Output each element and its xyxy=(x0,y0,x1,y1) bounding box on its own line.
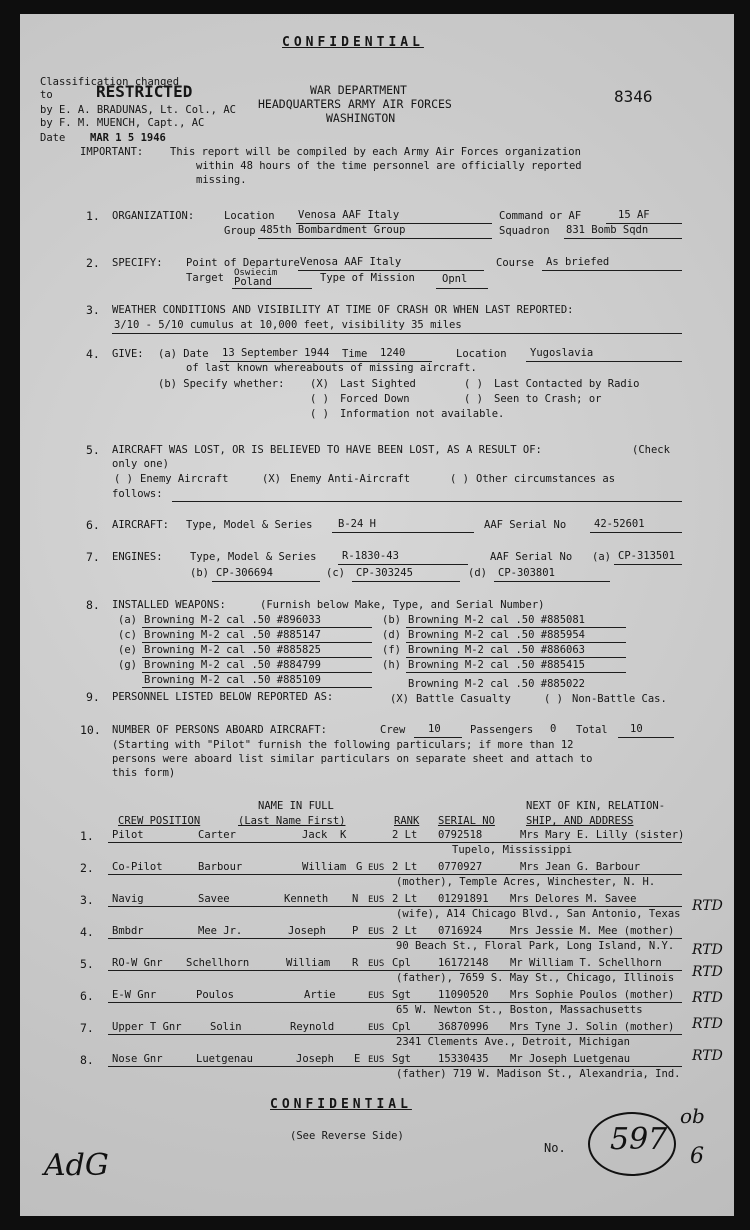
classification-by-1: by E. A. BRADUNAS, Lt. Col., AC xyxy=(40,104,236,116)
s1-squadron-label: Squadron xyxy=(499,225,550,237)
crew-status: EUS xyxy=(368,1055,385,1065)
weapon-value: Browning M-2 cal .50 #884799 xyxy=(144,659,322,671)
s4-date: 13 September 1944 xyxy=(222,347,330,359)
crew-kin-2: 65 W. Newton St., Boston, Massachusetts xyxy=(396,1004,643,1016)
s10-passengers-label: Passengers xyxy=(470,724,534,736)
see-reverse: (See Reverse Side) xyxy=(290,1130,404,1142)
weapon-line xyxy=(142,657,372,658)
s7-b: CP-306694 xyxy=(216,567,273,579)
s4-opt3: Forced Down xyxy=(340,393,410,405)
crew-kin-1: Mrs Sophie Poulos (mother) xyxy=(510,989,675,1001)
s2-departure-label: Point of Departure xyxy=(186,257,300,269)
s2-target-line xyxy=(232,288,312,289)
s10-text-3: this form) xyxy=(112,767,176,779)
s7-num: 7. xyxy=(86,550,100,564)
s4-opt1-box: (X) xyxy=(310,378,329,390)
crew-row-num: 3. xyxy=(80,893,94,907)
s4-a2: of last known whereabouts of missing aircraft. xyxy=(186,362,477,374)
crew-note: RTD xyxy=(692,1048,723,1064)
crew-first-name: Artie xyxy=(304,989,336,1001)
s6-serial-label: AAF Serial No xyxy=(484,519,567,531)
s9-opt1-box: (X) xyxy=(390,693,409,705)
s2-mission: Opnl xyxy=(442,273,468,285)
weapon-line xyxy=(142,642,372,643)
s4-opt5: Information not available. xyxy=(340,408,505,420)
hdr-name-2: (Last Name First) xyxy=(238,815,346,827)
weapon-key: (b) xyxy=(382,614,401,626)
s8-note: (Furnish below Make, Type, and Serial Number) xyxy=(260,599,545,611)
s1-group: 485th Bombardment Group xyxy=(260,224,406,236)
weapon-value: Browning M-2 cal .50 #885109 xyxy=(144,674,322,686)
s1-location: Venosa AAF Italy xyxy=(298,209,400,221)
classification-to-label: to xyxy=(40,89,53,101)
crew-row-num: 8. xyxy=(80,1053,94,1067)
s5-opt3: Other circumstances as xyxy=(476,473,616,485)
s4-time-label: Time xyxy=(342,348,368,360)
s7-type-label: Type, Model & Series xyxy=(190,551,317,563)
hdr-kin-1: NEXT OF KIN, RELATION- xyxy=(526,800,666,812)
crew-row-num: 5. xyxy=(80,957,94,971)
s4-location-label: Location xyxy=(456,348,507,360)
s8-label: INSTALLED WEAPONS: xyxy=(112,599,226,611)
classification-date-label: Date xyxy=(40,132,66,144)
crew-last-name: Mee Jr. xyxy=(198,925,243,937)
weapon-line xyxy=(406,627,626,628)
weapon-value: Browning M-2 cal .50 #886063 xyxy=(408,644,586,656)
s9-opt2: Non-Battle Cas. xyxy=(572,693,667,705)
s4-location: Yugoslavia xyxy=(530,347,594,359)
important-text-2: within 48 hours of the time personnel are officially reported xyxy=(196,160,582,172)
classification-bottom: CONFIDENTIAL xyxy=(270,1097,412,1112)
number-label: No. xyxy=(544,1141,566,1155)
crew-kin-1: Mrs Delores M. Savee xyxy=(510,893,637,905)
s7-type: R-1830-43 xyxy=(342,550,399,562)
crew-middle-initial: P xyxy=(352,925,359,937)
s4-num: 4. xyxy=(86,347,100,361)
crew-serial: 36870996 xyxy=(438,1021,489,1033)
crew-kin-2: (father), 7659 S. May St., Chicago, Illinois xyxy=(396,972,675,984)
s2-mission-label: Type of Mission xyxy=(320,272,415,284)
s2-departure: Venosa AAF Italy xyxy=(300,256,402,268)
crew-kin-2: (wife), A14 Chicago Blvd., San Antonio, Texas xyxy=(396,908,681,920)
weapon-key: (d) xyxy=(382,629,401,641)
s7-b-label: (b) xyxy=(190,567,209,579)
s10-label: NUMBER OF PERSONS ABOARD AIRCRAFT: xyxy=(112,724,327,736)
crew-row-line xyxy=(108,1034,682,1035)
s4-label: GIVE: xyxy=(112,348,144,360)
weapon-key: (e) xyxy=(118,644,137,656)
s3-line xyxy=(112,333,682,334)
weapon-key: (h) xyxy=(382,659,401,671)
s9-opt1: Battle Casualty xyxy=(416,693,511,705)
s7-label: ENGINES: xyxy=(112,551,163,563)
s10-total-line xyxy=(618,737,674,738)
s7-a-line xyxy=(614,564,682,565)
crew-last-name: Poulos xyxy=(196,989,234,1001)
s7-serial-label: AAF Serial No xyxy=(490,551,573,563)
s7-c-label: (c) xyxy=(326,567,345,579)
s2-label: SPECIFY: xyxy=(112,257,163,269)
crew-note: RTD xyxy=(692,1016,723,1032)
s4-b-label: (b) Specify whether: xyxy=(158,378,285,390)
s9-num: 9. xyxy=(86,690,100,704)
weapon-key: (c) xyxy=(118,629,137,641)
crew-first-name: Reynold xyxy=(290,1021,335,1033)
weapon-key: (g) xyxy=(118,659,137,671)
crew-status: EUS xyxy=(368,991,385,1001)
s5-opt1: Enemy Aircraft xyxy=(140,473,229,485)
s5-check-2: only one) xyxy=(112,458,169,470)
weapon-value: Browning M-2 cal .50 #896033 xyxy=(144,614,322,626)
s5-follows: follows: xyxy=(112,488,163,500)
weapon-value: Browning M-2 cal .50 #885954 xyxy=(408,629,586,641)
crew-middle-initial: G xyxy=(356,861,363,873)
crew-first-name: Kenneth xyxy=(284,893,329,905)
s2-mission-line xyxy=(436,288,488,289)
s5-num: 5. xyxy=(86,443,100,457)
s6-serial: 42-52601 xyxy=(594,518,645,530)
crew-rank: 2 Lt xyxy=(392,861,418,873)
s4-opt1: Last Sighted xyxy=(340,378,416,390)
crew-middle-initial: N xyxy=(352,893,359,905)
crew-last-name: Carter xyxy=(198,829,236,841)
crew-last-name: Luetgenau xyxy=(196,1053,253,1065)
s5-opt1-box: ( ) xyxy=(114,473,133,485)
s10-crew: 10 xyxy=(428,723,441,735)
weapon-line xyxy=(142,627,372,628)
s3-value: 3/10 - 5/10 cumulus at 10,000 feet, visibility 35 miles xyxy=(114,319,462,331)
hdr-serial: SERIAL NO xyxy=(438,815,495,827)
weapon-key: (a) xyxy=(118,614,137,626)
s4-opt4-box: ( ) xyxy=(464,393,483,405)
weapon-value: Browning M-2 cal .50 #885081 xyxy=(408,614,586,626)
crew-kin-1: Mrs Tyne J. Solin (mother) xyxy=(510,1021,675,1033)
s7-d: CP-303801 xyxy=(498,567,555,579)
crew-position: Upper T Gnr xyxy=(112,1021,182,1033)
crew-kin-2: 90 Beach St., Floral Park, Long Island, N.Y. xyxy=(396,940,675,952)
crew-row-num: 2. xyxy=(80,861,94,875)
weapon-line xyxy=(406,642,626,643)
crew-serial: 0770927 xyxy=(438,861,483,873)
s5-opt3-box: ( ) xyxy=(450,473,469,485)
crew-row-num: 7. xyxy=(80,1021,94,1035)
dept-line-3: WASHINGTON xyxy=(326,111,396,125)
s7-d-label: (d) xyxy=(468,567,487,579)
crew-last-name: Solin xyxy=(210,1021,242,1033)
crew-row-line xyxy=(108,1002,682,1003)
crew-first-name: Joseph xyxy=(296,1053,334,1065)
weapon-value: Browning M-2 cal .50 #885147 xyxy=(144,629,322,641)
s10-passengers: 0 xyxy=(550,723,557,735)
s4-opt4: Seen to Crash; or xyxy=(494,393,602,405)
s6-label: AIRCRAFT: xyxy=(112,519,169,531)
classification-date: MAR 1 5 1946 xyxy=(90,132,166,144)
crew-kin-2: (mother), Temple Acres, Winchester, N. H. xyxy=(396,876,656,888)
s5-follows-line xyxy=(172,501,682,502)
hdr-name-1: NAME IN FULL xyxy=(258,800,334,812)
crew-rank: Sgt xyxy=(392,1053,411,1065)
crew-rank: 2 Lt xyxy=(392,893,418,905)
crew-status: EUS xyxy=(368,927,385,937)
hdr-position: CREW POSITION xyxy=(118,815,201,827)
s9-label: PERSONNEL LISTED BELOW REPORTED AS: xyxy=(112,691,334,703)
s4-time: 1240 xyxy=(380,347,406,359)
s8-num: 8. xyxy=(86,598,100,612)
weapon-line xyxy=(406,672,626,673)
s3-label: WEATHER CONDITIONS AND VISIBILITY AT TIME OF CRASH OR WHEN LAST REPORTED: xyxy=(112,304,574,316)
crew-kin-2: Tupelo, Mississippi xyxy=(452,844,573,856)
crew-first-name: Joseph xyxy=(288,925,326,937)
dept-line-1: WAR DEPARTMENT xyxy=(310,83,407,97)
crew-first-name: William xyxy=(286,957,331,969)
s2-course-label: Course xyxy=(496,257,534,269)
classification-by-2: by F. M. MUENCH, Capt., AC xyxy=(40,117,205,129)
s1-num: 1. xyxy=(86,209,100,223)
number-value: 597 xyxy=(610,1122,668,1157)
crew-rank: 2 Lt xyxy=(392,925,418,937)
s7-type-line xyxy=(338,564,468,565)
s6-num: 6. xyxy=(86,518,100,532)
crew-position: E-W Gnr xyxy=(112,989,157,1001)
s2-target-label: Target xyxy=(186,272,224,284)
important-text-3: missing. xyxy=(196,174,247,186)
crew-note: RTD xyxy=(692,964,723,980)
s1-label: ORGANIZATION: xyxy=(112,210,195,222)
dept-line-2: HEADQUARTERS ARMY AIR FORCES xyxy=(258,97,452,111)
s5-opt2-box: (X) xyxy=(262,473,281,485)
crew-serial: 01291891 xyxy=(438,893,489,905)
s2-departure-line xyxy=(298,270,484,271)
s10-text-2: persons were aboard list similar particulars on separate sheet and attach to xyxy=(112,753,593,765)
crew-status: EUS xyxy=(368,1023,385,1033)
crew-serial: 0792518 xyxy=(438,829,483,841)
s5-opt2: Enemy Anti-Aircraft xyxy=(290,473,411,485)
s3-num: 3. xyxy=(86,303,100,317)
s1-command-label: Command or AF xyxy=(499,210,582,222)
classification-changed: Classification changed xyxy=(40,76,180,88)
crew-kin-2: (father) 719 W. Madison St., Alexandria, Ind. xyxy=(396,1068,681,1080)
s1-command: 15 AF xyxy=(618,209,650,221)
s7-d-line xyxy=(494,581,610,582)
crew-row-line xyxy=(108,842,682,843)
crew-last-name: Savee xyxy=(198,893,230,905)
report-number: 8346 xyxy=(614,87,653,106)
crew-serial: 11090520 xyxy=(438,989,489,1001)
crew-kin-1: Mrs Mary E. Lilly (sister) xyxy=(520,829,685,841)
crew-row-num: 6. xyxy=(80,989,94,1003)
weapon-value: Browning M-2 cal .50 #885022 xyxy=(408,678,586,690)
s1-squadron-line xyxy=(564,238,682,239)
crew-serial: 16172148 xyxy=(438,957,489,969)
weapon-line xyxy=(142,672,372,673)
side-mark: ob xyxy=(680,1104,705,1128)
crew-middle-initial: R xyxy=(352,957,359,969)
crew-row-num: 4. xyxy=(80,925,94,939)
handwritten-initials: AdG xyxy=(44,1148,109,1183)
s2-course-line xyxy=(542,270,682,271)
crew-last-name: Schellhorn xyxy=(186,957,250,969)
weapon-value: Browning M-2 cal .50 #885825 xyxy=(144,644,322,656)
crew-position: Navig xyxy=(112,893,144,905)
crew-position: Pilot xyxy=(112,829,144,841)
crew-serial: 15330435 xyxy=(438,1053,489,1065)
s10-text-1: (Starting with "Pilot" furnish the following particulars; if more than 12 xyxy=(112,739,574,751)
s2-target-2: Poland xyxy=(234,276,272,288)
crew-rank: 2 Lt xyxy=(392,829,418,841)
s2-target-1: Oswiecim xyxy=(234,268,278,278)
important-label: IMPORTANT: xyxy=(80,146,144,158)
crew-row-line xyxy=(108,1066,682,1067)
s6-serial-line xyxy=(590,532,682,533)
s1-location-label: Location xyxy=(224,210,275,222)
s7-a: CP-313501 xyxy=(618,550,675,562)
document-page xyxy=(20,14,734,1216)
s7-a-label: (a) xyxy=(592,551,611,563)
crew-status: EUS xyxy=(368,863,385,873)
crew-rank: Cpl xyxy=(392,957,411,969)
s7-c-line xyxy=(352,581,460,582)
s10-crew-line xyxy=(414,737,462,738)
s9-opt2-box: ( ) xyxy=(544,693,563,705)
crew-kin-1: Mr William T. Schellhorn xyxy=(510,957,662,969)
weapon-key: (f) xyxy=(382,644,401,656)
s4-opt5-box: ( ) xyxy=(310,408,329,420)
crew-position: Bmbdr xyxy=(112,925,144,937)
hdr-rank: RANK xyxy=(394,815,420,827)
crew-position: Nose Gnr xyxy=(112,1053,163,1065)
s6-type: B-24 H xyxy=(338,518,376,530)
crew-kin-2: 2341 Clements Ave., Detroit, Michigan xyxy=(396,1036,630,1048)
important-text-1: This report will be compiled by each Army Air Forces organization xyxy=(170,146,581,158)
s10-crew-label: Crew xyxy=(380,724,406,736)
s6-type-label: Type, Model & Series xyxy=(186,519,313,531)
crew-middle-initial: K xyxy=(340,829,347,841)
s1-group-line xyxy=(258,238,492,239)
weapon-line xyxy=(142,687,372,688)
hdr-kin-2: SHIP, AND ADDRESS xyxy=(526,815,634,827)
s10-total-label: Total xyxy=(576,724,608,736)
crew-row-num: 1. xyxy=(80,829,94,843)
crew-rank: Cpl xyxy=(392,1021,411,1033)
s4-opt3-box: ( ) xyxy=(310,393,329,405)
s4-location-line xyxy=(526,361,682,362)
s2-num: 2. xyxy=(86,256,100,270)
crew-status: EUS xyxy=(368,959,385,969)
s1-squadron: 831 Bomb Sqdn xyxy=(566,224,649,236)
weapon-value: Browning M-2 cal .50 #885415 xyxy=(408,659,586,671)
crew-note: RTD xyxy=(692,942,723,958)
crew-middle-initial: E xyxy=(354,1053,361,1065)
s7-b-line xyxy=(212,581,320,582)
s5-label: AIRCRAFT WAS LOST, OR IS BELIEVED TO HAVE BEEN LOST, AS A RESULT OF: xyxy=(112,444,542,456)
crew-kin-1: Mrs Jessie M. Mee (mother) xyxy=(510,925,675,937)
crew-first-name: Jack xyxy=(302,829,328,841)
crew-position: RO-W Gnr xyxy=(112,957,163,969)
s2-course: As briefed xyxy=(546,256,610,268)
classification-top: CONFIDENTIAL xyxy=(282,35,424,50)
s4-opt2-box: ( ) xyxy=(464,378,483,390)
classification-restricted: RESTRICTED xyxy=(96,82,193,101)
s7-c: CP-303245 xyxy=(356,567,413,579)
crew-note: RTD xyxy=(692,990,723,1006)
crew-last-name: Barbour xyxy=(198,861,243,873)
crew-status: EUS xyxy=(368,895,385,905)
crew-position: Co-Pilot xyxy=(112,861,163,873)
s10-total: 10 xyxy=(630,723,643,735)
weapon-line xyxy=(406,657,626,658)
s4-a-label: (a) Date xyxy=(158,348,209,360)
crew-first-name: William xyxy=(302,861,347,873)
crew-row-line xyxy=(108,906,682,907)
crew-serial: 0716924 xyxy=(438,925,483,937)
crew-note: RTD xyxy=(692,898,723,914)
crew-rank: Sgt xyxy=(392,989,411,1001)
side-mark-2: 6 xyxy=(690,1144,704,1169)
crew-kin-1: Mrs Jean G. Barbour xyxy=(520,861,641,873)
s6-type-line xyxy=(332,532,474,533)
crew-row-line xyxy=(108,970,682,971)
s10-num: 10. xyxy=(80,723,101,737)
s5-check: (Check xyxy=(632,444,670,456)
s4-opt2: Last Contacted by Radio xyxy=(494,378,640,390)
s1-group-label: Group xyxy=(224,225,256,237)
crew-row-line xyxy=(108,874,682,875)
crew-kin-1: Mr Joseph Luetgenau xyxy=(510,1053,631,1065)
crew-row-line xyxy=(108,938,682,939)
